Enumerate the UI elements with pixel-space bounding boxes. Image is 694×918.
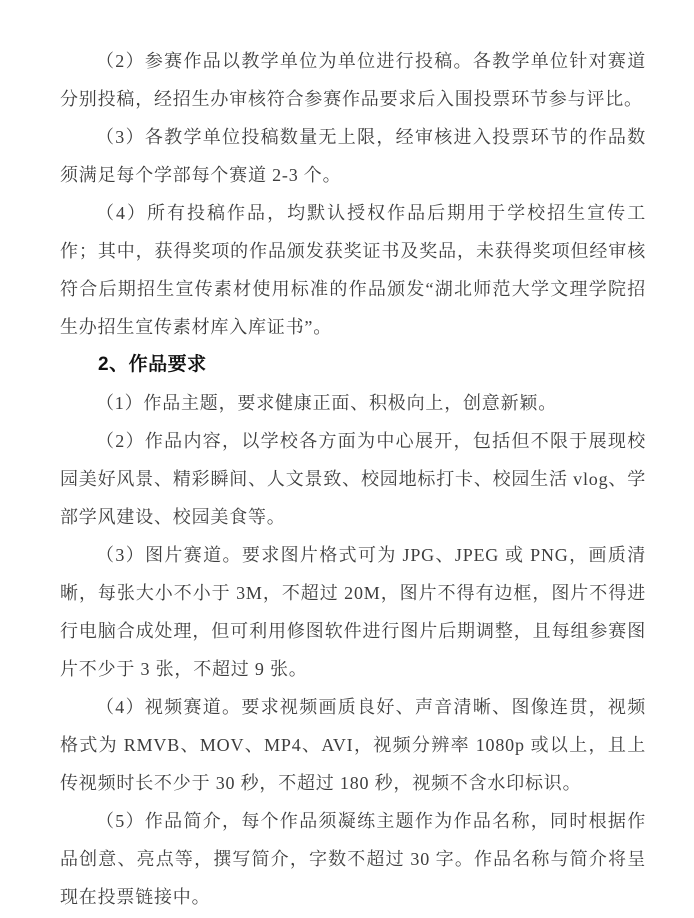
paragraph-requirement-4-video-track: （4）视频赛道。要求视频画质良好、声音清晰、图像连贯，视频格式为 RMVB、MOV、MP4、AVI，视频分辨率 1080p 或以上，且上传视频时长不少于 30 秒，不超过 180 秒，视频不含水印标识。: [60, 697, 646, 793]
paragraph-submission-rule-3: （3）各教学单位投稿数量无上限，经审核进入投票环节的作品数须满足每个学部每个赛道 2-3 个。: [60, 127, 646, 185]
paragraph-requirement-5-work-intro: （5）作品简介，每个作品须凝练主题作为作品名称，同时根据作品创意、亮点等，撰写简介，字数不超过 30 字。作品名称与简介将呈现在投票链接中。: [60, 811, 646, 907]
section-heading-work-requirements: 2、作品要求: [98, 354, 207, 375]
paragraph-submission-rule-2: （2）参赛作品以教学单位为单位进行投稿。各教学单位针对赛道分别投稿，经招生办审核符合参赛作品要求后入围投票环节参与评比。: [60, 51, 646, 109]
paragraph-requirement-2-content: （2）作品内容，以学校各方面为中心展开，包括但不限于展现校园美好风景、精彩瞬间、人文景致、校园地标打卡、校园生活 vlog、学部学风建设、校园美食等。: [60, 431, 646, 527]
paragraph-requirement-1-theme: （1）作品主题，要求健康正面、积极向上，创意新颖。: [96, 393, 557, 413]
paragraph-submission-rule-4: （4）所有投稿作品，均默认授权作品后期用于学校招生宣传工作；其中，获得奖项的作品颁发获奖证书及奖品，未获得奖项但经审核符合后期招生宣传素材使用标准的作品颁发“湖北师范大学文理学院招生办招生宣传素材库入库证书”。: [60, 203, 646, 337]
paragraph-requirement-3-photo-track: （3）图片赛道。要求图片格式可为 JPG、JPEG 或 PNG，画质清晰，每张大小不小于 3M，不超过 20M，图片不得有边框，图片不得进行电脑合成处理，但可利用修图软件进行图片后期调整，且每组参赛图片不少于 3 张，不超过 9 张。: [60, 545, 646, 679]
